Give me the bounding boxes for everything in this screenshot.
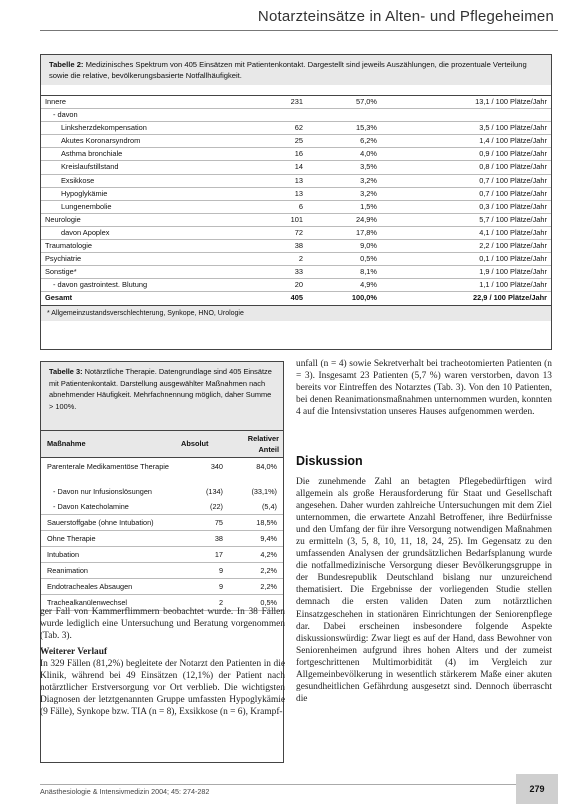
row-relative: 18,5%	[256, 518, 277, 527]
table-row	[41, 161, 551, 174]
table-row	[41, 201, 551, 214]
table-row	[41, 547, 283, 563]
row-percent: 100,0%	[351, 293, 377, 303]
row-rate: 0,8 / 100 Plätze/Jahr	[479, 162, 547, 172]
row-absolute: 38	[214, 534, 223, 543]
row-rate: 1,9 / 100 Plätze/Jahr	[479, 267, 547, 277]
table-2-footnote: * Allgemeinzustandsverschlechterung, Synkope, HNO, Urologie	[41, 306, 551, 321]
paragraph: ger Fall von Kammerflimmern beobachtet wurde. In 38 Fällen wurde lediglich eine Untersuchung und Beratung vorgenommen (Tab. 3).	[40, 607, 285, 642]
table-row	[41, 579, 283, 595]
row-label: - davon gastrointest. Blutung	[53, 280, 148, 290]
row-relative: 2,2%	[260, 566, 277, 575]
row-percent: 9,0%	[360, 241, 377, 251]
right-column-top-text	[296, 358, 552, 418]
row-absolute: 14	[294, 162, 303, 172]
row-percent: 3,2%	[360, 188, 377, 198]
row-absolute: 13	[294, 188, 303, 198]
table-row	[41, 148, 551, 161]
row-absolute: 25	[294, 136, 303, 146]
table-row	[41, 499, 283, 515]
row-absolute: 2	[218, 598, 223, 607]
table-row	[41, 175, 551, 188]
subsection-heading-weiterer-verlauf: Weiterer Verlauf	[40, 647, 108, 658]
row-label: Asthma bronchiale	[61, 149, 123, 159]
row-label: Sonstige*	[45, 267, 77, 277]
row-percent: 17,8%	[356, 227, 377, 237]
row-rate: 0,9 / 100 Plätze/Jahr	[479, 149, 547, 159]
row-absolute: (134)	[205, 487, 223, 496]
table-row	[41, 484, 283, 499]
paragraph: In 329 Fällen (81,2%) begleitete der Notarzt den Patienten in die Klinik, während bei 49 Einsätzen (12,1%) der Patient nach notärztlicher Erstversorgung vor Ort verblieb. Die wichtigsten Diagnosen der letztgenannten Gruppe umfassten Hypoglykämie (9 Fälle), Synkope bzw. TIA (n = 8), Exsikkose (n = 6), Krampf-	[40, 659, 285, 718]
row-label: Kreislaufstillstand	[61, 162, 119, 172]
row-absolute: 75	[214, 518, 223, 527]
row-rate: 22,9 / 100 Plätze/Jahr	[473, 293, 547, 303]
row-absolute: 231	[290, 97, 303, 106]
row-rate: 1,4 / 100 Plätze/Jahr	[479, 136, 547, 146]
row-relative: 0,5%	[260, 598, 277, 607]
row-rate: 0,3 / 100 Plätze/Jahr	[479, 201, 547, 211]
table-2-body	[41, 95, 551, 306]
row-label: Gesamt	[45, 293, 73, 303]
table-row	[41, 279, 551, 292]
row-label: - Davon nur Infusionslösungen	[53, 487, 152, 496]
row-label: Innere	[45, 97, 66, 106]
row-label: Intubation	[47, 550, 80, 559]
row-relative: 9,4%	[260, 534, 277, 543]
row-label: Linksherzdekompensation	[61, 123, 147, 133]
row-label: - davon	[53, 110, 78, 120]
table-row	[41, 515, 283, 531]
row-label: Reanimation	[47, 566, 88, 575]
row-rate: 1,1 / 100 Plätze/Jahr	[479, 280, 547, 290]
row-percent: 57,0%	[356, 97, 377, 106]
row-absolute: 6	[298, 201, 303, 211]
right-column-body	[296, 476, 552, 705]
row-rate: 2,2 / 100 Plätze/Jahr	[479, 241, 547, 251]
table-row	[41, 531, 283, 547]
page-number: 279	[516, 774, 558, 804]
row-label: - Davon Katecholamine	[53, 502, 129, 511]
row-relative: 2,2%	[260, 582, 277, 591]
row-label: Parenterale Medikamentöse Therapie	[47, 462, 169, 471]
row-relative: 4,2%	[260, 550, 277, 559]
row-percent: 6,2%	[360, 136, 377, 146]
row-percent: 0,5%	[360, 254, 377, 264]
paragraph: Die zunehmende Zahl an betagten Pflegebedürftigen wird allgemein als große Herausforderung für Staat und Gesellschaft angesehen. Daher wurden zahlreiche Untersuchungen mit dem Ziel unternommen, die erwartete Anzahl Betroffener, ihre Bedürfnisse und den Umfang der für ihre Versorgung notwendigen Maßnahmen zu ermitteln (3, 5, 8, 10, 11, 18, 24, 25). Im Gegensatz zu den umfassenden Analysen der grundsätzlichen Bedarfsplanung wurde die notfallmedizinische Versorgung dieser Bevölkerungsgruppe in der Bundesrepublik Deutschland bislang nur unzureichend thematisiert. Die Ergebnisse der vorliegenden Studie stellen demnach die ersten validen Daten zum notärztlichen Einsatzgeschehen in stationären Einrichtungen der Seniorenpflege dar. Dabei erscheinen insbesondere folgende Aspekte diskussionswürdig: Zwar liegt es auf der Hand, dass Bewohner von Seniorenheimen aufgrund ihres hohen Alters und der zumeist fortgeschrittenen Multimorbidität (4) im Vergleich zur Allgemeinbevölkerung in wesentlich stärkerem Maße einer akuten gesundheitlichen Gefährdung ausgesetzt sind. Dennoch überrascht die	[296, 477, 552, 704]
paragraph: unfall (n = 4) sowie Sekretverhalt bei tracheotomierten Patienten (n = 3). Insgesamt 23 Patienten (5,7 %) waren verstorben, davon 13 bereits vor Eintreffen des Notarztes (Tab. 3). Von den 10 Patienten, bei denen Reanimationsmaßnahmen unternommen wurden, konnten 4 auf die Intensivstation unseres Hauses aufgenommen werden.	[296, 359, 552, 418]
table-2	[40, 54, 552, 350]
row-percent: 24,9%	[356, 214, 377, 224]
table-3-caption	[41, 362, 283, 430]
row-percent: 3,2%	[360, 175, 377, 185]
row-absolute: 20	[294, 280, 303, 290]
row-absolute: (22)	[210, 502, 223, 511]
table-2-caption-label: Tabelle 2:	[49, 60, 84, 69]
row-label: davon Apoplex	[61, 227, 110, 237]
row-label: Endotracheales Absaugen	[47, 582, 133, 591]
table-row	[41, 109, 551, 122]
row-rate: 13,1 / 100 Plätze/Jahr	[475, 97, 547, 106]
row-label: Hypoglykämie	[61, 188, 108, 198]
row-label: Trachealkanülenwechsel	[47, 598, 128, 607]
table-row	[41, 458, 283, 484]
table-3-caption-label: Tabelle 3:	[49, 367, 83, 376]
table-row	[41, 227, 551, 240]
header-rule	[40, 30, 558, 31]
table-row	[41, 240, 551, 253]
row-label: Ohne Therapie	[47, 534, 96, 543]
table-row	[41, 563, 283, 579]
table-row	[41, 253, 551, 266]
table-2-caption	[41, 55, 551, 85]
row-rate: 3,5 / 100 Plätze/Jahr	[479, 123, 547, 133]
header-measure: Maßnahme	[47, 439, 86, 448]
row-label: Exsikkose	[61, 175, 95, 185]
row-percent: 1,5%	[360, 201, 377, 211]
row-absolute: 2	[298, 254, 303, 264]
row-rate: 0,1 / 100 Plätze/Jahr	[479, 254, 547, 264]
row-absolute: 62	[294, 123, 303, 133]
footer-rule	[40, 784, 558, 785]
row-relative: (33,1%)	[251, 487, 277, 496]
row-label: Neurologie	[45, 214, 81, 224]
row-absolute: 405	[290, 293, 303, 303]
table-row	[41, 122, 551, 135]
table-row	[41, 188, 551, 201]
row-label: Akutes Koronarsyndrom	[61, 136, 141, 146]
header-relative: Relativer Anteil	[247, 434, 279, 454]
table-3-caption-text: Notärztliche Therapie. Datengrundlage sind 405 Einsätze mit Patientenkontakt. Darstellung ausgewählter Maßnahmen nach abnehmender Häufigkeit. Mehrfachnennung möglich, daher Summe > 100%.	[49, 367, 272, 411]
table-row	[41, 135, 551, 148]
row-percent: 3,5%	[360, 162, 377, 172]
row-label: Lungenembolie	[61, 201, 112, 211]
footer-citation: Anästhesiologie & Intensivmedizin 2004; 45: 274-282	[40, 787, 210, 796]
table-row	[41, 96, 551, 109]
row-absolute: 9	[218, 582, 223, 591]
table-3-header	[41, 430, 283, 458]
row-rate: 5,7 / 100 Plätze/Jahr	[479, 214, 547, 224]
header-absolute: Absolut	[181, 439, 209, 448]
row-absolute: 72	[294, 227, 303, 237]
row-absolute: 9	[218, 566, 223, 575]
row-absolute: 38	[294, 241, 303, 251]
row-rate: 0,7 / 100 Plätze/Jahr	[479, 188, 547, 198]
row-percent: 4,9%	[360, 280, 377, 290]
row-percent: 4,0%	[360, 149, 377, 159]
table-2-caption-text: Medizinisches Spektrum von 405 Einsätzen mit Patientenkontakt. Dargestellt sind jeweils Auszählungen, die prozentuale Verteilung sowie die relative, bevölkerungsbasierte Notfallhäufigkeit.	[49, 60, 527, 80]
row-absolute: 101	[290, 214, 303, 224]
row-absolute: 16	[294, 149, 303, 159]
row-absolute: 13	[294, 175, 303, 185]
row-label: Sauerstoffgabe (ohne Intubation)	[47, 518, 154, 527]
row-label: Traumatologie	[45, 241, 92, 251]
row-absolute: 17	[214, 550, 223, 559]
table-row	[41, 292, 551, 305]
table-3-body	[41, 458, 283, 611]
row-relative: 84,0%	[256, 462, 277, 471]
row-absolute: 33	[294, 267, 303, 277]
row-rate: 0,7 / 100 Plätze/Jahr	[479, 175, 547, 185]
row-absolute: 340	[210, 462, 223, 471]
table-row	[41, 214, 551, 227]
row-label: Psychiatrie	[45, 254, 82, 264]
section-heading-diskussion: Diskussion	[296, 454, 363, 468]
table-row	[41, 266, 551, 279]
row-rate: 4,1 / 100 Plätze/Jahr	[479, 227, 547, 237]
row-percent: 15,3%	[356, 123, 377, 133]
row-relative: (5,4)	[261, 502, 277, 511]
left-column-body	[40, 606, 285, 718]
row-percent: 8,1%	[360, 267, 377, 277]
running-head: Notarzteinsätze in Alten- und Pflegeheimen	[257, 8, 554, 25]
